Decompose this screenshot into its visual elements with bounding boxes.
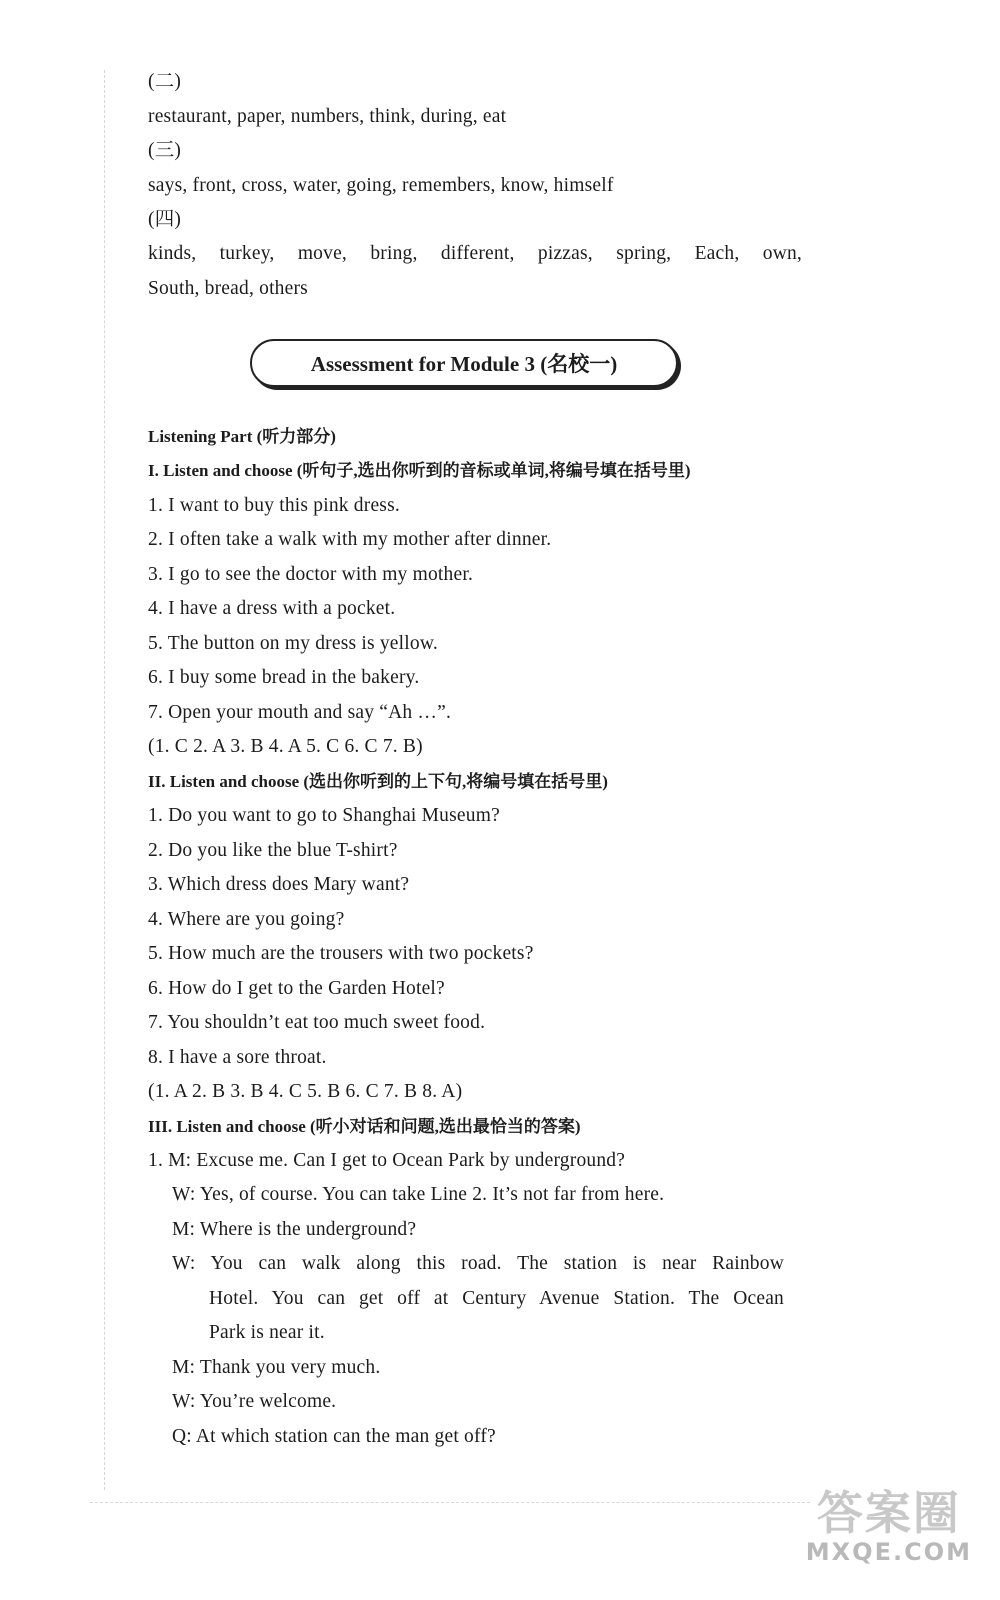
section-2-words: restaurant, paper, numbers, think, during, eat xyxy=(148,106,507,127)
section-3-label: (三) xyxy=(148,140,182,161)
part2-heading: II. Listen and choose (选出你听到的上下句,将编号填在括号里) xyxy=(148,772,608,791)
watermark-url: MXQE.COM xyxy=(805,1538,972,1566)
part2-item: 5. How much are the trousers with two pockets? xyxy=(148,943,534,964)
section-2-label: (二) xyxy=(148,71,182,92)
part1-item: 3. I go to see the doctor with my mother. xyxy=(148,564,474,585)
part1-item: 4. I have a dress with a pocket. xyxy=(148,598,396,619)
binding-margin-line xyxy=(104,70,105,1490)
section-4-words-line2: South, bread, others xyxy=(148,278,308,299)
section-4-words-line1: kinds, turkey, move, bring, different, pizzas, spring, Each, own, xyxy=(148,243,802,264)
part2-item: 8. I have a sore throat. xyxy=(148,1047,327,1068)
dialogue-line: W: You’re welcome. xyxy=(172,1391,337,1412)
part1-heading: I. Listen and choose (听句子,选出你听到的音标或单词,将编号填在括号里) xyxy=(148,461,691,480)
dialogue-line: W: You can walk along this road. The station is near Rainbow xyxy=(172,1253,784,1274)
dialogue-line: M: Where is the underground? xyxy=(172,1219,417,1240)
dialogue-line-continued: Hotel. You can get off at Century Avenue Station. The Ocean xyxy=(209,1288,784,1309)
part1-item: 1. I want to buy this pink dress. xyxy=(148,495,400,516)
site-watermark xyxy=(806,1488,972,1566)
watermark-logo: 答案圈 xyxy=(816,1486,961,1540)
part1-item: 6. I buy some bread in the bakery. xyxy=(148,667,420,688)
section-3-words: says, front, cross, water, going, remembers, know, himself xyxy=(148,175,614,196)
part1-answers: (1. C 2. A 3. B 4. A 5. C 6. C 7. B) xyxy=(148,736,423,757)
part3-heading: III. Listen and choose (听小对话和问题,选出最恰当的答案) xyxy=(148,1117,581,1136)
part2-item: 6. How do I get to the Garden Hotel? xyxy=(148,978,445,999)
dialogue-line-continued: Park is near it. xyxy=(209,1322,325,1343)
part2-item: 7. You shouldn’t eat too much sweet food. xyxy=(148,1012,486,1033)
part2-item: 1. Do you want to go to Shanghai Museum? xyxy=(148,805,500,826)
part2-item: 4. Where are you going? xyxy=(148,909,345,930)
part2-item: 2. Do you like the blue T-shirt? xyxy=(148,840,398,861)
dialogue-line: M: Thank you very much. xyxy=(172,1357,381,1378)
part1-item: 2. I often take a walk with my mother after dinner. xyxy=(148,529,552,550)
part1-item: 7. Open your mouth and say “Ah …”. xyxy=(148,702,452,723)
module-title-box xyxy=(250,339,678,387)
part2-item: 3. Which dress does Mary want? xyxy=(148,874,410,895)
dialogue-question: Q: At which station can the man get off? xyxy=(172,1426,496,1447)
footer-divider xyxy=(90,1502,810,1503)
part2-answers: (1. A 2. B 3. B 4. C 5. B 6. C 7. B 8. A) xyxy=(148,1081,463,1102)
module-title: Assessment for Module 3 (名校一) xyxy=(310,352,618,376)
dialogue-line: W: Yes, of course. You can take Line 2. It’s not far from here. xyxy=(172,1184,665,1205)
listening-part-heading: Listening Part (听力部分) xyxy=(148,427,336,446)
dialogue-line: 1. M: Excuse me. Can I get to Ocean Park by underground? xyxy=(148,1150,626,1171)
part1-item: 5. The button on my dress is yellow. xyxy=(148,633,438,654)
section-4-label: (四) xyxy=(148,209,182,230)
